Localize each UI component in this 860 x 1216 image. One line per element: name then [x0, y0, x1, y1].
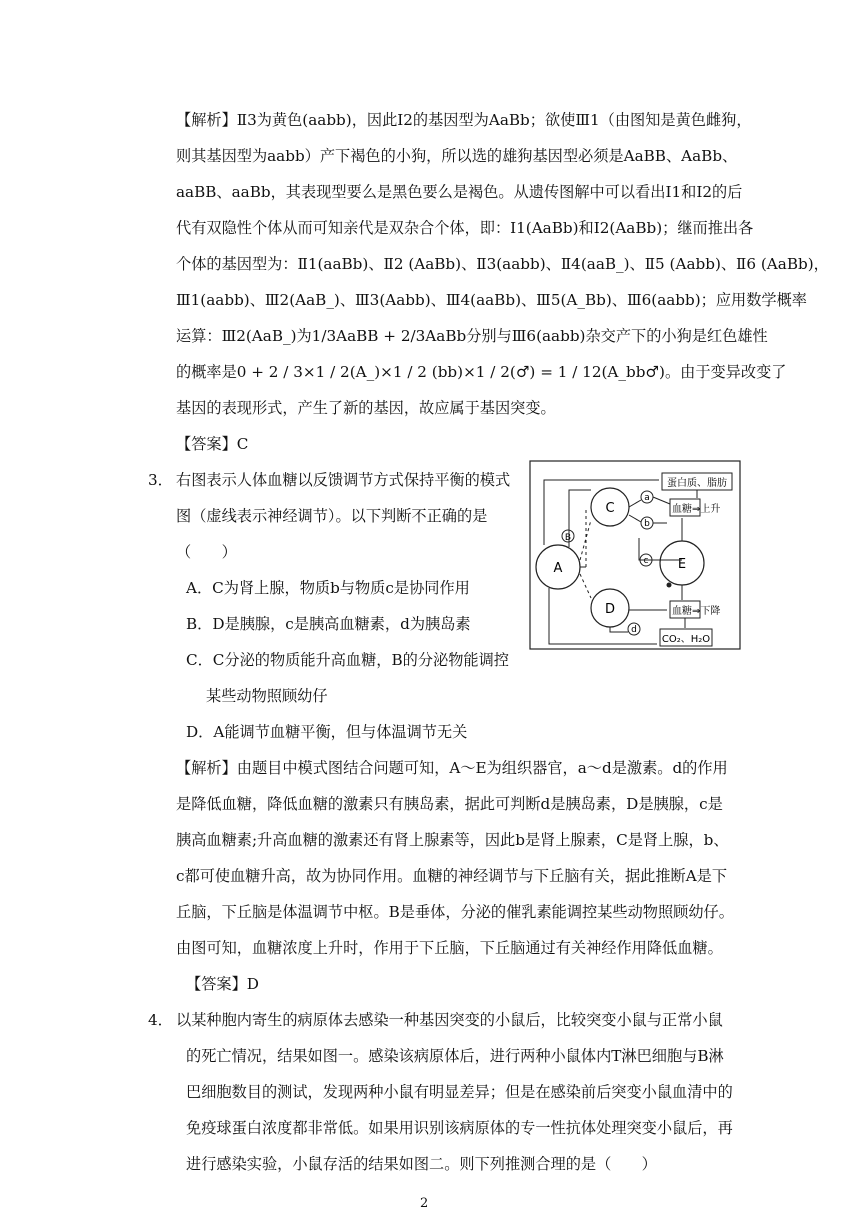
question-4-stem: 以某种胞内寄生的病原体去感染一种基因突变的小鼠后，比较突变小鼠与正常小鼠 — [176, 1011, 723, 1029]
analysis-q2-line: 代有双隐性个体从而可知亲代是双杂合个体，即：I1(AaBb)和I2(AaBb)；继而推出各 — [176, 219, 754, 237]
analysis-q2-line: 个体的基因型为：Ⅱ1(aaBb)、Ⅱ2 (AaBb)、Ⅱ3(aabb)、Ⅱ4(aaB_)、Ⅱ5 (Aabb)、Ⅱ6 (AaBb)， — [176, 255, 829, 273]
question-4-number: 4． — [148, 1011, 173, 1029]
sugar-down-label: 血糖⇒下降 — [672, 606, 721, 617]
analysis-q3-line: 是降低血糖，降低血糖的激素只有胰岛素，据此可判断d是胰岛素，D是胰腺，c是 — [176, 795, 723, 813]
question-4-stem: 免疫球蛋白浓度都非常低。如果用识别该病原体的专一性抗体处理突变小鼠后，再 — [186, 1119, 733, 1137]
option-c: C．C分泌的物质能升高血糖，B的分泌物能调控 — [186, 651, 509, 669]
analysis-q2-line: 运算：Ⅲ2(AaB_)为1/3AaBB + 2/3AaBb分别与Ⅲ6(aabb)杂交产下的小狗是红色雄性 — [176, 327, 768, 345]
question-4-stem: 巴细胞数目的测试，发现两种小鼠有明显差异；但是在感染前后突变小鼠血清中的 — [186, 1083, 733, 1101]
analysis-q3-line: 由图可知，血糖浓度上升时，作用于下丘脑，下丘脑通过有关神经作用降低血糖。 — [176, 939, 723, 957]
node-d-label: D — [604, 602, 616, 617]
node-c-label: C — [605, 501, 615, 516]
answer-q2: 【答案】C — [176, 435, 249, 453]
junction-dot — [667, 583, 672, 588]
hormone-d-marker-label: d — [631, 625, 637, 635]
question-4-stem: 进行感染实验，小鼠存活的结果如图二。则下列推测合理的是（ ） — [186, 1155, 657, 1173]
hormone-a-marker-label: a — [644, 493, 650, 503]
analysis-q2-line: 基因的表现形式，产生了新的基因，故应属于基因突变。 — [176, 399, 556, 417]
question-3-number: 3． — [148, 471, 173, 489]
option-c-continued: 某些动物照顾幼仔 — [206, 687, 328, 705]
option-b: B．D是胰腺，c是胰高血糖素，d为胰岛素 — [186, 615, 471, 633]
hormone-b-marker-small-label: b — [644, 519, 650, 529]
analysis-q2-line: 则其基因型为aabb）产下褐色的小狗，所以选的雄狗基因型必须是AaBB、AaBb、 — [176, 147, 738, 165]
analysis-q2-line: aaBB、aaBb，其表现型要么是黑色要么是褐色。从遗传图解中可以看出I1和I2的后 — [176, 183, 743, 201]
question-3-stem: （ ） — [176, 543, 237, 561]
option-d: D．A能调节血糖平衡，但与体温调节无关 — [186, 723, 468, 741]
analysis-q2-line: 的概率是0 + 2 / 3×1 / 2(A_)×1 / 2 (bb)×1 / 2(♂) = 1 / 12(A_bb♂)。由于变异改变了 — [176, 363, 787, 381]
question-3-stem: 图（虚线表示神经调节）。以下判断不正确的是 — [176, 507, 488, 525]
hormone-b-marker-label: B — [564, 533, 572, 543]
analysis-q3-line: 丘脑，下丘脑是体温调节中枢。B是垂体，分泌的催乳素能调控某些动物照顾幼仔。 — [176, 903, 734, 921]
co2-h2o-label: CO₂、H₂O — [661, 634, 711, 645]
question-3-stem: 右图表示人体血糖以反馈调节方式保持平衡的模式 — [176, 471, 511, 489]
option-a: A．C为肾上腺，物质b与物质c是协同作用 — [186, 579, 470, 597]
analysis-q3-line: 胰高血糖素;升高血糖的激素还有肾上腺素等，因此b是肾上腺素，C是肾上腺，b、 — [176, 831, 729, 849]
analysis-q2-line: Ⅲ1(aabb)、Ⅲ2(AaB_)、Ⅲ3(Aabb)、Ⅲ4(aaBb)、Ⅲ5(A_Bb)、Ⅲ6(aabb)；应用数学概率 — [176, 291, 807, 309]
analysis-q2-line: 【解析】Ⅱ3为黄色(aabb)，因此I2的基因型为AaBb；欲使Ⅲ1（由图知是黄色雌狗， — [176, 111, 752, 129]
analysis-q3-line: 【解析】由题目中模式图结合问题可知，A～E为组织器官，a～d是激素。d的作用 — [176, 759, 728, 777]
page-number: 2 — [420, 1196, 429, 1211]
sugar-up-label: 血糖⇒上升 — [672, 504, 721, 515]
protein-fat-label: 蛋白质、脂肪 — [667, 478, 727, 489]
node-a-label: A — [553, 561, 563, 576]
answer-q3: 【答案】D — [186, 975, 259, 993]
analysis-q3-line: c都可使血糖升高，故为协同作用。血糖的神经调节与下丘脑有关，据此推断A是下 — [176, 867, 728, 885]
question-4-stem: 的死亡情况，结果如图一。感染该病原体后，进行两种小鼠体内T淋巴细胞与B淋 — [186, 1047, 724, 1065]
hormone-c-marker-label: c — [643, 556, 649, 566]
blood-sugar-feedback-diagram — [529, 460, 741, 650]
node-e-label: E — [677, 557, 687, 572]
